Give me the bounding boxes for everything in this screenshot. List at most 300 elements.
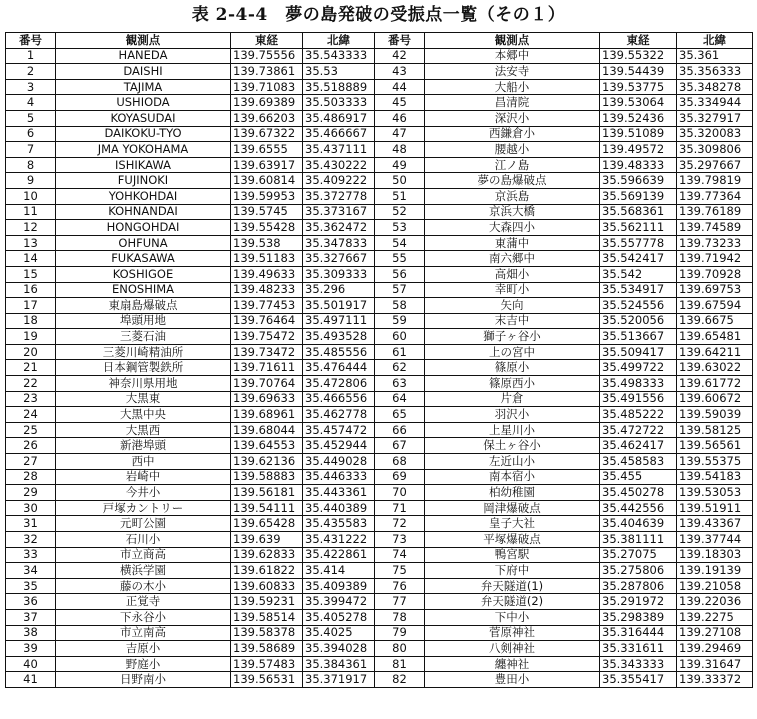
cell-station: 昌清院 <box>425 95 600 111</box>
cell-latitude: 35.372778 <box>303 188 375 204</box>
cell-number: 6 <box>6 126 56 142</box>
cell-station: 夢の島爆破点 <box>425 173 600 189</box>
cell-number: 44 <box>375 79 425 95</box>
cell-station: 片倉 <box>425 391 600 407</box>
cell-longitude: 35.568361 <box>600 204 677 220</box>
cell-number: 25 <box>6 422 56 438</box>
table-row <box>6 126 753 142</box>
cell-number: 57 <box>375 282 425 298</box>
cell-station: 法安寺 <box>425 64 600 80</box>
header-row <box>6 33 753 49</box>
cell-latitude: 35.462778 <box>303 407 375 423</box>
cell-number: 4 <box>6 95 56 111</box>
cell-number: 37 <box>6 609 56 625</box>
header-longitude: 東経 <box>231 33 303 49</box>
cell-longitude: 139.63917 <box>231 157 303 173</box>
cell-station: 三菱石油 <box>56 329 231 345</box>
cell-latitude: 35.373167 <box>303 204 375 220</box>
cell-latitude: 139.51911 <box>677 500 753 516</box>
table-row <box>6 438 753 454</box>
cell-station: 日本鋼管製鉄所 <box>56 360 231 376</box>
cell-latitude: 35.405278 <box>303 609 375 625</box>
cell-latitude: 35.543333 <box>303 48 375 64</box>
cell-number: 7 <box>6 142 56 158</box>
cell-number: 10 <box>6 188 56 204</box>
cell-latitude: 35.384361 <box>303 656 375 672</box>
table-row <box>6 220 753 236</box>
cell-number: 60 <box>375 329 425 345</box>
cell-number: 61 <box>375 344 425 360</box>
cell-longitude: 35.524556 <box>600 298 677 314</box>
cell-station: 弁天隧道(1) <box>425 578 600 594</box>
cell-longitude: 139.51089 <box>600 126 677 142</box>
cell-latitude: 35.466667 <box>303 126 375 142</box>
cell-latitude: 35.440389 <box>303 500 375 516</box>
cell-station: 東扇島爆破点 <box>56 298 231 314</box>
cell-latitude: 35.53 <box>303 64 375 80</box>
cell-latitude: 139.60672 <box>677 391 753 407</box>
cell-number: 29 <box>6 485 56 501</box>
cell-latitude: 139.59039 <box>677 407 753 423</box>
cell-station: 東蒲中 <box>425 235 600 251</box>
cell-longitude: 139.71611 <box>231 360 303 376</box>
cell-station: 元町公園 <box>56 516 231 532</box>
cell-station: 大森四小 <box>425 220 600 236</box>
cell-number: 33 <box>6 547 56 563</box>
cell-station: 大黒中央 <box>56 407 231 423</box>
cell-station: DAISHI <box>56 64 231 80</box>
cell-latitude: 35.446333 <box>303 469 375 485</box>
cell-number: 66 <box>375 422 425 438</box>
cell-number: 34 <box>6 563 56 579</box>
table-row <box>6 344 753 360</box>
cell-longitude: 35.291972 <box>600 594 677 610</box>
cell-longitude: 139.58378 <box>231 625 303 641</box>
cell-longitude: 139.56531 <box>231 672 303 688</box>
cell-station: 弁天隧道(2) <box>425 594 600 610</box>
table-row <box>6 578 753 594</box>
cell-number: 26 <box>6 438 56 454</box>
cell-station: 皇子大社 <box>425 516 600 532</box>
cell-station: FUJINOKI <box>56 173 231 189</box>
cell-longitude: 139.64553 <box>231 438 303 454</box>
cell-latitude: 35.409222 <box>303 173 375 189</box>
cell-latitude: 35.501917 <box>303 298 375 314</box>
table-row <box>6 173 753 189</box>
cell-latitude: 139.29469 <box>677 641 753 657</box>
cell-longitude: 139.58514 <box>231 609 303 625</box>
cell-longitude: 139.639 <box>231 532 303 548</box>
cell-latitude: 35.362472 <box>303 220 375 236</box>
table-row <box>6 48 753 64</box>
cell-number: 47 <box>375 126 425 142</box>
cell-latitude: 35.449028 <box>303 454 375 470</box>
cell-longitude: 35.498333 <box>600 376 677 392</box>
cell-longitude: 35.499722 <box>600 360 677 376</box>
header-number: 番号 <box>6 33 56 49</box>
cell-longitude: 35.298389 <box>600 609 677 625</box>
table-body <box>6 48 753 687</box>
cell-number: 46 <box>375 110 425 126</box>
table-row <box>6 422 753 438</box>
table-row <box>6 391 753 407</box>
cell-station: 本郷中 <box>425 48 600 64</box>
cell-number: 56 <box>375 266 425 282</box>
cell-latitude: 139.73233 <box>677 235 753 251</box>
cell-station: 上の宮中 <box>425 344 600 360</box>
cell-longitude: 139.76464 <box>231 313 303 329</box>
cell-longitude: 35.491556 <box>600 391 677 407</box>
cell-station: 埠頭用地 <box>56 313 231 329</box>
cell-station: 保土ヶ谷小 <box>425 438 600 454</box>
cell-number: 48 <box>375 142 425 158</box>
cell-station: 吉原小 <box>56 641 231 657</box>
cell-longitude: 35.534917 <box>600 282 677 298</box>
header-latitude: 北緯 <box>303 33 375 49</box>
table-row <box>6 251 753 267</box>
cell-number: 1 <box>6 48 56 64</box>
cell-latitude: 35.518889 <box>303 79 375 95</box>
cell-number: 72 <box>375 516 425 532</box>
cell-longitude: 35.557778 <box>600 235 677 251</box>
cell-latitude: 139.65481 <box>677 329 753 345</box>
cell-latitude: 139.54183 <box>677 469 753 485</box>
cell-latitude: 35.443361 <box>303 485 375 501</box>
cell-number: 43 <box>375 64 425 80</box>
table-row <box>6 485 753 501</box>
cell-longitude: 139.53775 <box>600 79 677 95</box>
cell-station: 南本宿小 <box>425 469 600 485</box>
cell-latitude: 35.486917 <box>303 110 375 126</box>
cell-number: 24 <box>6 407 56 423</box>
table-row <box>6 266 753 282</box>
cell-latitude: 139.58125 <box>677 422 753 438</box>
cell-latitude: 35.4025 <box>303 625 375 641</box>
cell-latitude: 35.431222 <box>303 532 375 548</box>
cell-latitude: 35.356333 <box>677 64 753 80</box>
cell-station: 西鎌倉小 <box>425 126 600 142</box>
cell-longitude: 139.51183 <box>231 251 303 267</box>
table-row <box>6 95 753 111</box>
cell-latitude: 139.21058 <box>677 578 753 594</box>
cell-longitude: 35.27075 <box>600 547 677 563</box>
cell-number: 62 <box>375 360 425 376</box>
cell-latitude: 139.27108 <box>677 625 753 641</box>
cell-number: 79 <box>375 625 425 641</box>
cell-latitude: 35.347833 <box>303 235 375 251</box>
cell-longitude: 35.343333 <box>600 656 677 672</box>
cell-station: 篠原小 <box>425 360 600 376</box>
cell-longitude: 139.68961 <box>231 407 303 423</box>
cell-latitude: 35.409389 <box>303 578 375 594</box>
cell-latitude: 139.53053 <box>677 485 753 501</box>
cell-station: 大黒東 <box>56 391 231 407</box>
cell-number: 21 <box>6 360 56 376</box>
cell-station: 石川小 <box>56 532 231 548</box>
table-title: 表 2-4-4 夢の島発破の受振点一覧（その１） <box>191 5 566 25</box>
cell-latitude: 35.296 <box>303 282 375 298</box>
cell-station: 鴨宮駅 <box>425 547 600 563</box>
cell-station: 市立商高 <box>56 547 231 563</box>
cell-station: ISHIKAWA <box>56 157 231 173</box>
cell-longitude: 139.67322 <box>231 126 303 142</box>
table-row <box>6 516 753 532</box>
cell-station: 三菱川崎精油所 <box>56 344 231 360</box>
cell-longitude: 139.54111 <box>231 500 303 516</box>
table-row <box>6 313 753 329</box>
cell-longitude: 139.6555 <box>231 142 303 158</box>
cell-station: 幸町小 <box>425 282 600 298</box>
cell-number: 58 <box>375 298 425 314</box>
cell-station: 江ノ島 <box>425 157 600 173</box>
cell-number: 55 <box>375 251 425 267</box>
cell-latitude: 139.63022 <box>677 360 753 376</box>
cell-number: 13 <box>6 235 56 251</box>
cell-latitude: 35.371917 <box>303 672 375 688</box>
table-row <box>6 142 753 158</box>
cell-longitude: 139.48333 <box>600 157 677 173</box>
cell-station: 藤の木小 <box>56 578 231 594</box>
table-row <box>6 672 753 688</box>
cell-latitude: 139.71942 <box>677 251 753 267</box>
cell-longitude: 139.56181 <box>231 485 303 501</box>
cell-number: 9 <box>6 173 56 189</box>
cell-number: 38 <box>6 625 56 641</box>
cell-latitude: 35.334944 <box>677 95 753 111</box>
cell-longitude: 139.58883 <box>231 469 303 485</box>
cell-station: 末吉中 <box>425 313 600 329</box>
cell-station: 岩崎中 <box>56 469 231 485</box>
cell-station: 高畑小 <box>425 266 600 282</box>
cell-longitude: 139.48233 <box>231 282 303 298</box>
cell-longitude: 139.73861 <box>231 64 303 80</box>
cell-longitude: 139.538 <box>231 235 303 251</box>
cell-station: ENOSHIMA <box>56 282 231 298</box>
cell-number: 3 <box>6 79 56 95</box>
cell-number: 53 <box>375 220 425 236</box>
cell-latitude: 35.297667 <box>677 157 753 173</box>
cell-longitude: 139.57483 <box>231 656 303 672</box>
cell-station: 下府中 <box>425 563 600 579</box>
cell-number: 71 <box>375 500 425 516</box>
cell-station: 新港埠頭 <box>56 438 231 454</box>
cell-latitude: 139.56561 <box>677 438 753 454</box>
cell-latitude: 35.497111 <box>303 313 375 329</box>
header-longitude: 東経 <box>600 33 677 49</box>
table-row <box>6 79 753 95</box>
cell-latitude: 35.320083 <box>677 126 753 142</box>
table-row <box>6 609 753 625</box>
cell-number: 31 <box>6 516 56 532</box>
cell-latitude: 139.2275 <box>677 609 753 625</box>
cell-latitude: 35.472806 <box>303 376 375 392</box>
cell-number: 49 <box>375 157 425 173</box>
cell-latitude: 139.31647 <box>677 656 753 672</box>
cell-longitude: 139.49633 <box>231 266 303 282</box>
cell-latitude: 139.22036 <box>677 594 753 610</box>
cell-station: 八剣神社 <box>425 641 600 657</box>
cell-number: 59 <box>375 313 425 329</box>
cell-latitude: 139.43367 <box>677 516 753 532</box>
cell-latitude: 139.18303 <box>677 547 753 563</box>
cell-number: 80 <box>375 641 425 657</box>
cell-longitude: 35.562111 <box>600 220 677 236</box>
cell-longitude: 139.53064 <box>600 95 677 111</box>
cell-latitude: 35.414 <box>303 563 375 579</box>
cell-longitude: 35.596639 <box>600 173 677 189</box>
cell-station: JMA YOKOHAMA <box>56 142 231 158</box>
cell-number: 64 <box>375 391 425 407</box>
header-station: 観測点 <box>56 33 231 49</box>
cell-longitude: 35.455 <box>600 469 677 485</box>
cell-latitude: 35.394028 <box>303 641 375 657</box>
cell-longitude: 139.70764 <box>231 376 303 392</box>
cell-number: 28 <box>6 469 56 485</box>
cell-station: 大黒西 <box>56 422 231 438</box>
cell-longitude: 139.59231 <box>231 594 303 610</box>
cell-number: 5 <box>6 110 56 126</box>
cell-latitude: 139.74589 <box>677 220 753 236</box>
table-row <box>6 204 753 220</box>
cell-station: 京浜大橋 <box>425 204 600 220</box>
cell-station: 豊田小 <box>425 672 600 688</box>
cell-latitude: 35.361 <box>677 48 753 64</box>
cell-longitude: 139.59953 <box>231 188 303 204</box>
cell-latitude: 35.327917 <box>677 110 753 126</box>
cell-station: 西中 <box>56 454 231 470</box>
cell-latitude: 139.61772 <box>677 376 753 392</box>
cell-longitude: 139.58689 <box>231 641 303 657</box>
cell-longitude: 35.458583 <box>600 454 677 470</box>
cell-station: DAIKOKU-TYO <box>56 126 231 142</box>
cell-longitude: 35.404639 <box>600 516 677 532</box>
cell-longitude: 35.542417 <box>600 251 677 267</box>
cell-station: 羽沢小 <box>425 407 600 423</box>
cell-longitude: 35.275806 <box>600 563 677 579</box>
table-row <box>6 329 753 345</box>
cell-number: 45 <box>375 95 425 111</box>
table-row <box>6 157 753 173</box>
cell-latitude: 139.55375 <box>677 454 753 470</box>
cell-latitude: 139.33372 <box>677 672 753 688</box>
cell-longitude: 139.55428 <box>231 220 303 236</box>
table-row <box>6 547 753 563</box>
cell-station: 大船小 <box>425 79 600 95</box>
cell-latitude: 35.503333 <box>303 95 375 111</box>
cell-station: 横浜学園 <box>56 563 231 579</box>
cell-latitude: 35.452944 <box>303 438 375 454</box>
table-row <box>6 360 753 376</box>
table-row <box>6 656 753 672</box>
cell-number: 11 <box>6 204 56 220</box>
cell-number: 74 <box>375 547 425 563</box>
table-row <box>6 376 753 392</box>
table-row <box>6 532 753 548</box>
cell-station: 柏幼稚園 <box>425 485 600 501</box>
cell-station: TAJIMA <box>56 79 231 95</box>
cell-latitude: 139.64211 <box>677 344 753 360</box>
cell-station: 今井小 <box>56 485 231 501</box>
cell-station: 下中小 <box>425 609 600 625</box>
cell-station: KOSHIGOE <box>56 266 231 282</box>
cell-station: HANEDA <box>56 48 231 64</box>
cell-longitude: 35.462417 <box>600 438 677 454</box>
cell-station: 野庭小 <box>56 656 231 672</box>
cell-number: 12 <box>6 220 56 236</box>
cell-longitude: 139.77453 <box>231 298 303 314</box>
cell-number: 82 <box>375 672 425 688</box>
cell-latitude: 139.69753 <box>677 282 753 298</box>
cell-longitude: 139.73472 <box>231 344 303 360</box>
cell-latitude: 35.466556 <box>303 391 375 407</box>
cell-number: 22 <box>6 376 56 392</box>
table-row <box>6 625 753 641</box>
cell-latitude: 35.485556 <box>303 344 375 360</box>
cell-station: 市立南高 <box>56 625 231 641</box>
cell-number: 73 <box>375 532 425 548</box>
cell-longitude: 35.442556 <box>600 500 677 516</box>
cell-latitude: 35.476444 <box>303 360 375 376</box>
header-latitude: 北緯 <box>677 33 753 49</box>
cell-latitude: 139.76189 <box>677 204 753 220</box>
cell-number: 2 <box>6 64 56 80</box>
cell-latitude: 139.67594 <box>677 298 753 314</box>
cell-station: 日野南小 <box>56 672 231 688</box>
cell-longitude: 35.355417 <box>600 672 677 688</box>
cell-latitude: 35.348278 <box>677 79 753 95</box>
cell-longitude: 35.509417 <box>600 344 677 360</box>
cell-longitude: 139.68044 <box>231 422 303 438</box>
cell-longitude: 139.66203 <box>231 110 303 126</box>
cell-longitude: 139.49572 <box>600 142 677 158</box>
cell-station: 下永谷小 <box>56 609 231 625</box>
cell-station: 平塚爆破点 <box>425 532 600 548</box>
cell-number: 36 <box>6 594 56 610</box>
cell-number: 8 <box>6 157 56 173</box>
cell-number: 32 <box>6 532 56 548</box>
cell-number: 39 <box>6 641 56 657</box>
cell-station: KOHNANDAI <box>56 204 231 220</box>
cell-station: 戸塚カントリー <box>56 500 231 516</box>
cell-latitude: 35.437111 <box>303 142 375 158</box>
cell-longitude: 35.520056 <box>600 313 677 329</box>
cell-number: 76 <box>375 578 425 594</box>
cell-number: 23 <box>6 391 56 407</box>
cell-latitude: 35.309333 <box>303 266 375 282</box>
cell-station: 篠原西小 <box>425 376 600 392</box>
cell-latitude: 35.422861 <box>303 547 375 563</box>
cell-number: 77 <box>375 594 425 610</box>
cell-longitude: 139.69633 <box>231 391 303 407</box>
cell-longitude: 139.62833 <box>231 547 303 563</box>
cell-longitude: 35.450278 <box>600 485 677 501</box>
cell-station: USHIODA <box>56 95 231 111</box>
cell-number: 18 <box>6 313 56 329</box>
cell-number: 65 <box>375 407 425 423</box>
cell-station: 左近山小 <box>425 454 600 470</box>
cell-longitude: 139.52436 <box>600 110 677 126</box>
cell-latitude: 139.37744 <box>677 532 753 548</box>
cell-longitude: 139.65428 <box>231 516 303 532</box>
cell-station: FUKASAWA <box>56 251 231 267</box>
header-number: 番号 <box>375 33 425 49</box>
cell-latitude: 35.327667 <box>303 251 375 267</box>
cell-longitude: 139.60833 <box>231 578 303 594</box>
cell-number: 16 <box>6 282 56 298</box>
table-row <box>6 469 753 485</box>
table-row <box>6 110 753 126</box>
cell-longitude: 35.381111 <box>600 532 677 548</box>
